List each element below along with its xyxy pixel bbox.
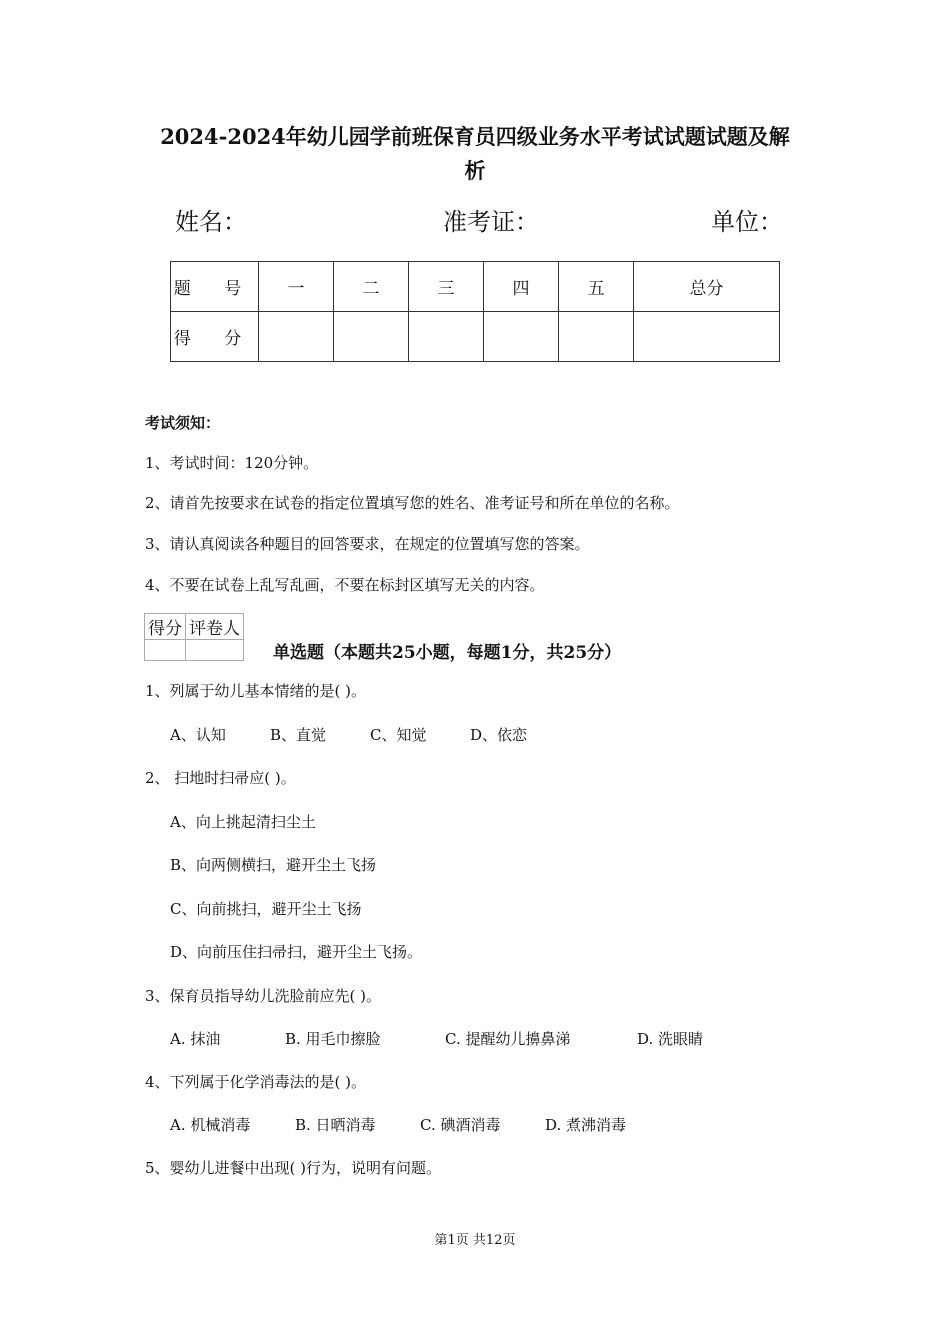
notice-item: 3、请认真阅读各种题目的回答要求，在规定的位置填写您的答案。 bbox=[145, 535, 590, 553]
score-cell[interactable] bbox=[559, 312, 634, 362]
notice-item: 2、请首先按要求在试卷的指定位置填写您的姓名、准考证号和所在单位的名称。 bbox=[145, 494, 680, 512]
score-cell[interactable] bbox=[484, 312, 559, 362]
question-stem: 3、保育员指导幼儿洗脸前应先( )。 bbox=[145, 987, 382, 1005]
question-stem: 4、下列属于化学消毒法的是( )。 bbox=[145, 1073, 367, 1091]
notice-item: 1、考试时间：120分钟。 bbox=[145, 454, 319, 472]
grader-score-label: 得分 bbox=[145, 614, 186, 640]
score-cell[interactable] bbox=[409, 312, 484, 362]
question-option: A、向上挑起清扫尘土 bbox=[170, 813, 316, 831]
question-option: C. 提醒幼儿擤鼻涕 bbox=[445, 1030, 571, 1048]
page-footer: 第1页 共12页 bbox=[434, 1233, 516, 1248]
question-option: B. 日晒消毒 bbox=[295, 1116, 376, 1134]
question-option: D. 煮沸消毒 bbox=[545, 1116, 627, 1134]
question-option: C、知觉 bbox=[370, 726, 427, 744]
question-option: D、依恋 bbox=[470, 726, 528, 744]
question-option: D. 洗眼睛 bbox=[637, 1030, 704, 1048]
question-stem: 1、列属于幼儿基本情绪的是( )。 bbox=[145, 682, 367, 700]
name-label: 姓名： bbox=[175, 208, 247, 236]
score-row-header: 得 分 bbox=[171, 312, 259, 362]
question-option: B、向两侧横扫，避开尘土飞扬 bbox=[170, 856, 377, 874]
column-header: 总分 bbox=[634, 262, 780, 312]
title-line-1: 2024-2024年幼儿园学前班保育员四级业务水平考试试题试题及解 bbox=[160, 124, 790, 149]
question-option: C. 碘酒消毒 bbox=[420, 1116, 501, 1134]
column-header: 一 bbox=[259, 262, 334, 312]
grader-score-cell[interactable] bbox=[145, 640, 186, 661]
question-option: A. 机械消毒 bbox=[170, 1116, 251, 1134]
question-stem: 5、婴幼儿进餐中出现( )行为，说明有问题。 bbox=[145, 1159, 442, 1177]
column-header: 五 bbox=[559, 262, 634, 312]
column-header: 二 bbox=[334, 262, 409, 312]
column-header: 三 bbox=[409, 262, 484, 312]
notice-title: 考试须知： bbox=[145, 414, 221, 432]
section-title: 单选题（本题共25小题，每题1分，共25分） bbox=[273, 643, 622, 663]
score-table-score-row bbox=[171, 312, 780, 362]
score-cell[interactable] bbox=[259, 312, 334, 362]
page-title bbox=[145, 120, 805, 188]
title-line-2: 析 bbox=[464, 158, 486, 183]
question-option: A. 抹油 bbox=[170, 1030, 221, 1048]
exam-id-label: 准考证： bbox=[443, 208, 539, 236]
grader-name-cell[interactable] bbox=[186, 640, 244, 661]
question-number-header: 题 号 bbox=[171, 262, 259, 312]
grader-name-label: 评卷人 bbox=[186, 614, 244, 640]
score-cell[interactable] bbox=[334, 312, 409, 362]
column-header: 四 bbox=[484, 262, 559, 312]
notice-item: 4、不要在试卷上乱写乱画，不要在标封区填写无关的内容。 bbox=[145, 576, 545, 594]
grader-table bbox=[144, 613, 244, 661]
unit-label: 单位： bbox=[711, 208, 783, 236]
question-option: B. 用毛巾擦脸 bbox=[285, 1030, 381, 1048]
score-table-header-row bbox=[171, 262, 780, 312]
score-cell[interactable] bbox=[634, 312, 780, 362]
question-option: B、直觉 bbox=[270, 726, 327, 744]
question-option: C、向前挑扫，避开尘土飞扬 bbox=[170, 900, 362, 918]
question-option: D、向前压住扫帚扫，避开尘土飞扬。 bbox=[170, 943, 423, 961]
question-stem: 2、 扫地时扫帚应( )。 bbox=[145, 769, 296, 787]
score-table bbox=[170, 261, 780, 362]
question-option: A、认知 bbox=[170, 726, 226, 744]
